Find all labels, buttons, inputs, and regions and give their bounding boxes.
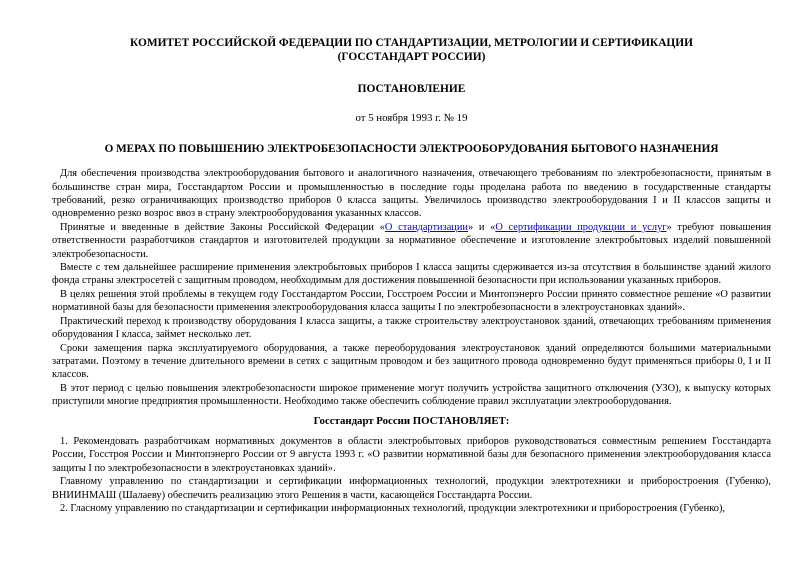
paragraph-7: В этот период с целью повышения электробезопасности широкое применение могут получить устройства защитного отключения (УЗО), к выпуску которых приступили многие предприятия промышленности. Необходимо также обеспечить соблюдение правил эксплуатации электрооборудования. <box>52 382 771 408</box>
paragraph-4: В целях решения этой проблемы в текущем году Госстандартом России, Госстроем России и Минтопэнерго России принято совместное решение «О развитии нормативной базы для безопасности применения электрооборудования класса защиты I по электробезопасности в электроустановках зданий». <box>52 288 771 314</box>
paragraph-2-text-b: » и « <box>468 221 496 233</box>
paragraph-2-text-a: Принятые и введенные в действие Законы Российской Федерации « <box>60 221 385 233</box>
paragraph-6: Сроки замещения парка эксплуатируемого оборудования, а также переоборудования электроустановок зданий определяются большими материальными затратами. Поэтому в течение длительного времени в сетях с защитным проводом и без защитного провода одновременно будут применяться приборы 0, I и II классов. <box>52 342 771 381</box>
paragraph-2-text-c: » требуют повышения ответственности разработчиков стандартов и изготовителей продукции за нормативное обеспечение и изготовление электробытовых изделий повышенной электробезопасности. <box>52 221 772 260</box>
decree-heading: Госстандарт России ПОСТАНОВЛЯЕТ: <box>313 414 510 427</box>
org-line-1: КОМИТЕТ РОССИЙСКОЙ ФЕДЕРАЦИИ ПО СТАНДАРТИЗАЦИИ, МЕТРОЛОГИИ И СЕРТИФИКАЦИИ <box>129 37 693 49</box>
link-law-standardization[interactable]: О стандартизации <box>384 221 468 233</box>
paragraph-1: Для обеспечения производства электрооборудования бытового и аналогичного назначения, отвечающего требованиям по электробезопасности, принятым в большинстве стран мира, Госстандартом России и промышленностью в последние годы проделана работа по введению в государственные стандарты требований, резко ограничивающих производство приборов 0 класса защиты. Увеличилось производство электрооборудования I и II классов защиты и одновременно резко возрос ввоз в страну электрооборудования указанных классов. <box>52 168 771 220</box>
decree-item-2: 2. Гласному управлению по стандартизации и сертификации информационных технологий, продукции электротехники и приборостроения (Губенко), <box>60 502 726 514</box>
issuing-authority <box>52 36 771 64</box>
link-law-certification[interactable]: О сертификации продукции и услуг <box>495 221 667 233</box>
decree-item-1: 1. Рекомендовать разработчикам нормативных документов в области электробытовых приборов руководствоваться совместным решением Госстандарта России, Госстроя России и Минтопэнерго России от 9 августа 1993 г. «О развитии нормативной базы для безопасного применения электрооборудования класса защиты I по электробезопасности в электроустановках зданий». <box>52 435 771 474</box>
document-type: ПОСТАНОВЛЕНИЕ <box>357 83 466 95</box>
document-title: О МЕРАХ ПО ПОВЫШЕНИЮ ЭЛЕКТРОБЕЗОПАСНОСТИ ЭЛЕКТРООБОРУДОВАНИЯ БЫТОВОГО НАЗНАЧЕНИЯ <box>104 142 719 155</box>
paragraph-3: Вместе с тем дальнейшее расширение применения электробытовых приборов I класса защиты сдерживается из-за отсутствия в большинстве зданий жилого фонда страны электросетей с защитным проводом, необходимым для достижения повышенной безопасности при использовании указанных приборов. <box>52 262 771 287</box>
paragraph-5: Практический переход к производству оборудования I класса защиты, а также строительству электроустановок зданий, отвечающих требованиям применения оборудования I класса, займет несколько лет. <box>52 315 771 341</box>
paragraph-2 <box>52 221 771 261</box>
decree-item-1-continuation: Главному управлению по стандартизации и сертификации информационных технологий, продукции электротехники и приборостроения (Губенко), ВНИИНМАШ (Шалаеву) обеспечить реализацию этого Решения в части, касающейся Госстандарта России. <box>52 476 771 501</box>
org-line-2: (ГОССТАНДАРТ РОССИИ) <box>337 51 486 63</box>
date-and-number: от 5 ноября 1993 г. № 19 <box>355 112 468 125</box>
